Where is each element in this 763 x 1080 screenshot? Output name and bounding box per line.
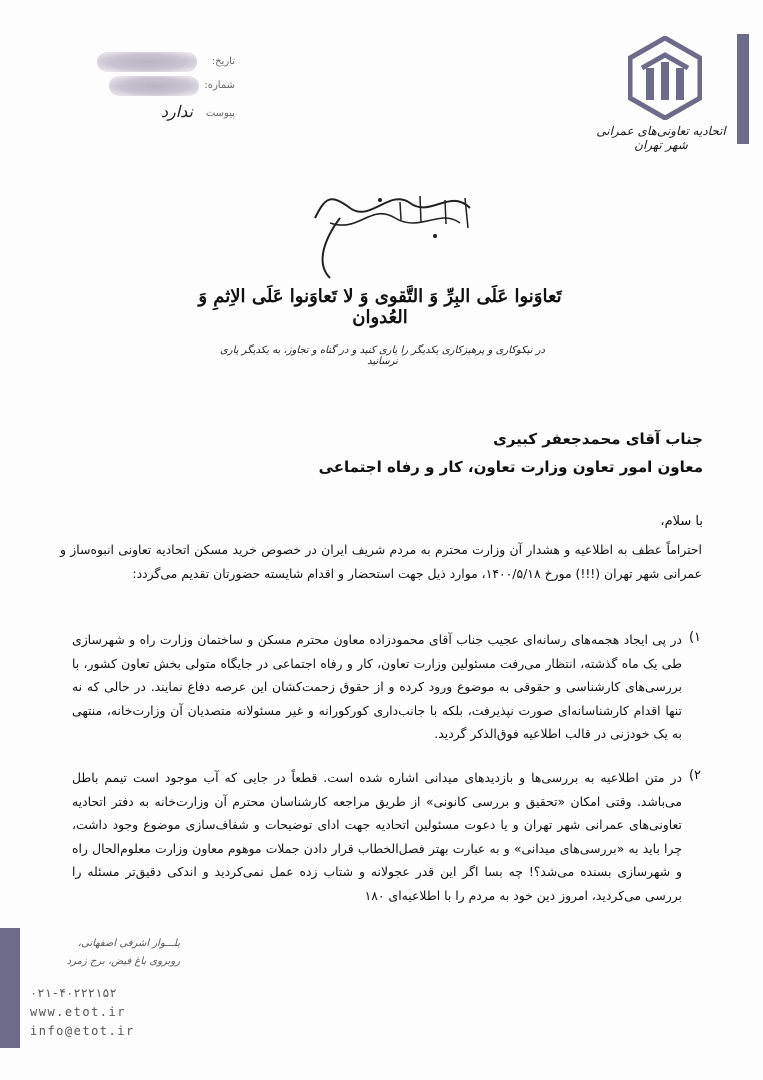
letterhead-bar — [737, 34, 749, 144]
greeting: با سلام، — [660, 514, 703, 529]
footer-email[interactable]: info@etot.ir — [30, 1024, 135, 1038]
footer-website[interactable]: www.etot.ir — [30, 1005, 126, 1019]
meta-date-row — [95, 52, 235, 72]
footer-address-line1: بلـــوار اشرفی اصفهانی، — [77, 938, 180, 949]
meta-attachment-row — [95, 104, 235, 124]
date-label: تاریخ: — [211, 56, 235, 67]
footer-phone: ۰۲۱-۴۰۲۲۲۱۵۲ — [30, 986, 117, 1000]
footer-bar — [0, 928, 20, 1048]
redacted-date — [97, 52, 197, 72]
number-label: شماره: — [204, 80, 235, 91]
meta-number-row — [95, 76, 235, 96]
footer-address-line2: روبروی باغ فیض، برج زمرد — [66, 956, 180, 967]
item-number: (۱ — [688, 630, 701, 645]
list-item: در پی ایجاد هجمه‌های رسانه‌ای عجیب جناب آقای محمودزاده معاون محترم مسکن و ساختمان وزارت راه و شهرسازی طی یک ماه گذشته، انتظار می‌رفت مسئولین وزارت تعاون، کار و رفاه اجتماعی در جایگاه متولی بخش تعاون کشور، با بررسی‌های کارشناسی و حقوقی به موضوع ورود کرده و از حقوق زحمت‌کشان این عرصه دفاع نمایند. در حالی که نه تنها اقدام کارشناسانه‌ای صورت نپذیرفت، بلکه با جانب‌داری کورکورانه و غیر مسئولانه متصدیان آن وزارت‌خانه، منتهی به یک خودزنی در قالب اطلاعیه فوق‌الذکر گردید. — [72, 632, 682, 741]
redacted-number — [109, 76, 199, 96]
list-item: در متن اطلاعیه به بررسی‌ها و بازدیدهای میدانی اشاره شده است. قطعاً در جایی که آب موجود است تیمم باطل می‌باشد. وقتی امکان «تحقیق و بررسی کانونی» از طریق مراجعه کارشناسان محترم آن وزارت‌خانه به دفتر اتحادیه تعاونی‌های عمرانی شهر تهران و یا دعوت مسئولین اتحادیه جهت ادای توضیحات و شفاف‌سازی موضوع وجود داشت، چرا باید به «بررسی‌های میدانی» و به عبارت بهتر فصل‌الخطاب قرار دادن جملات موهوم معاون وزارت معلوم‌الحال راه و شهرسازی بسنده می‌شد؟! چه بسا اگر این قدر عجولانه و شتاب زده عمل نمی‌کردید و اندکی دقیق‌تر مسئله را بررسی می‌کردید، امروز دین خود به مردم را با اطلاعیه‌ای ۱۸۰ — [72, 770, 682, 903]
addressee-name: جناب آقای محمدجعفر کبیری — [493, 430, 703, 448]
org-name: اتحادیه تعاونی‌های عمرانی شهر تهران — [596, 124, 726, 152]
addressee-title: معاون امور تعاون وزارت تعاون، کار و رفاه اجتماعی — [318, 458, 703, 476]
intro-paragraph: احتراماً عطف به اطلاعیه و هشدار آن وزارت محترم به مردم شریف ایران در خصوص خرید مسکن اتحادیه تعاونی انبوه‌ساز و عمرانی شهر تهران (!!!) مورخ ۱۴۰۰/۵/۱۸، موارد ذیل جهت استحضار و اقدام شایسته حضورتان تقدیم می‌گردد: — [60, 542, 702, 581]
quran-verse: تَعاوَنوا عَلَی البِرِّ وَ التَّقوی وَ لا تَعاوَنوا عَلَی الاِثمِ وَ العُدوان — [198, 286, 562, 328]
bismillah-calligraphy — [300, 178, 490, 288]
union-logo-icon — [628, 36, 702, 120]
verse-translation: در نیکوکاری و پرهیزکاری یکدیگر را یاری کنید و در گناه و تجاوز، به یکدیگر یاری نرسانید — [219, 345, 546, 367]
attachment-label: پیوست — [205, 108, 235, 119]
attachment-value: ندارد — [160, 102, 193, 121]
item-number: (۲ — [688, 768, 701, 783]
